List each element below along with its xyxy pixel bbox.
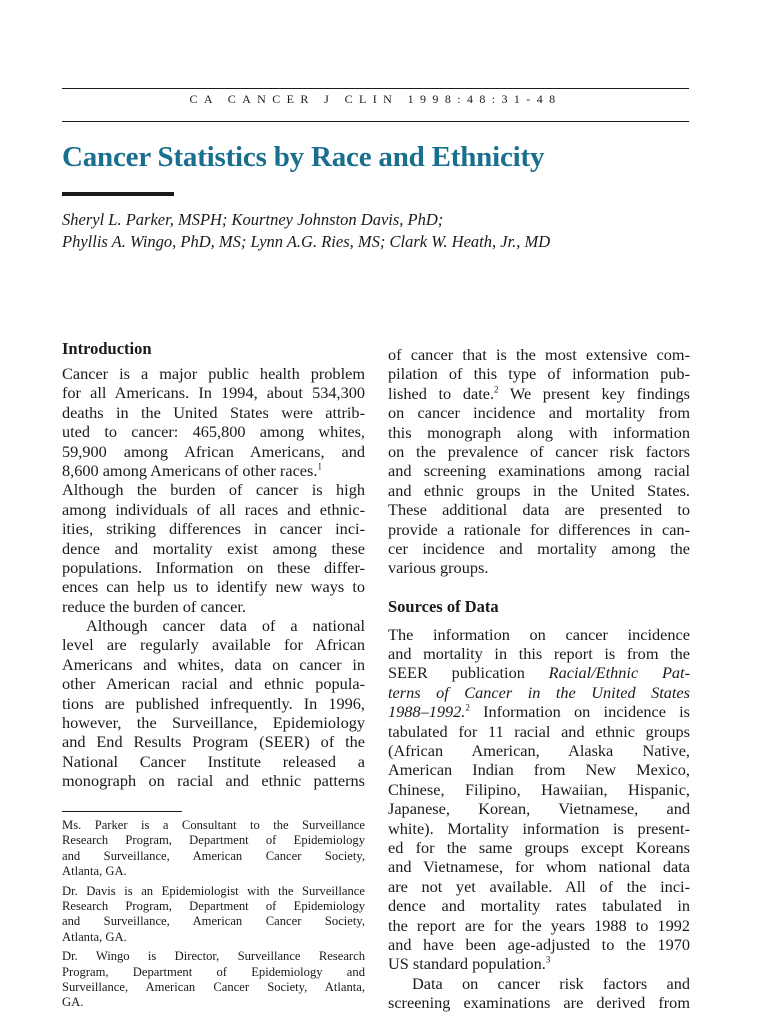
- text-line: and have been age-adjusted to the 1970: [388, 934, 690, 954]
- footnote-line: Surveillance, American Cancer Society, Atlanta,: [62, 979, 365, 994]
- reference-superscript: 2: [465, 702, 470, 713]
- footnote-rule: [62, 811, 182, 812]
- text-line: cer incidence and mortality among the: [388, 538, 690, 558]
- footnote-line: and Surveillance, American Cancer Society,: [62, 848, 365, 863]
- text-line: reduce the burden of cancer.: [62, 596, 246, 616]
- footnote: [62, 884, 365, 946]
- reference-superscript: 2: [494, 384, 499, 395]
- text-line: National Cancer Institute released a: [62, 751, 365, 771]
- author-list: [62, 209, 550, 253]
- text-fragment: lished to date.: [388, 383, 495, 403]
- text-line: however, the Surveillance, Epidemiology: [62, 713, 365, 733]
- text-line: Although the burden of cancer is high: [62, 480, 365, 500]
- reference-superscript: 1: [317, 461, 322, 472]
- text-line: [388, 663, 690, 682]
- text-line: this monograph along with information: [388, 422, 690, 442]
- header-rule-bottom: [62, 121, 689, 122]
- text-line: provide a rationale for differences in can-: [388, 519, 690, 539]
- text-line: and Vietnamese, for whom national data: [388, 857, 690, 877]
- text-line: populations. Information on these differ-: [62, 557, 365, 577]
- text-line: The information on cancer incidence: [388, 624, 690, 644]
- footnote-line: Research Program, Department of Epidemiology: [62, 898, 365, 913]
- text-line: deaths in the United States were attrib-: [62, 402, 365, 422]
- title-underline-bar: [62, 192, 174, 196]
- text-line: among individuals of all races and ethnic-: [62, 499, 365, 519]
- author-line: Sheryl L. Parker, MSPH; Kourtney Johnston Davis, PhD;: [62, 210, 444, 229]
- text-line: are not yet available. All of the inci-: [388, 876, 690, 896]
- footnote-line: Research Program, Department of Epidemiology: [62, 833, 365, 848]
- text-fragment: We present key findings: [498, 383, 690, 403]
- text-fragment: US standard population.: [388, 954, 546, 974]
- text-line: white). Mortality information is present-: [388, 818, 690, 838]
- text-line: various groups.: [388, 558, 489, 578]
- paragraph: [62, 616, 365, 791]
- text-line: monograph on racial and ethnic patterns: [62, 771, 365, 791]
- text-line: other American racial and ethnic popula-: [62, 674, 365, 694]
- text-line: for all Americans. In 1994, about 534,300: [62, 383, 365, 403]
- text-line: dence and mortality exist among these: [62, 538, 365, 558]
- paragraph: [62, 364, 365, 616]
- text-line: Americans and whites, data on cancer in: [62, 654, 365, 674]
- text-fragment: SEER publication: [388, 663, 549, 683]
- text-line: ed for the same groups except Koreans: [388, 837, 690, 857]
- author-line: Phyllis A. Wingo, PhD, MS; Lynn A.G. Ries, MS; Clark W. Heath, Jr., MD: [62, 232, 551, 251]
- text-line: level are regularly available for African: [62, 635, 365, 655]
- footnote-line: Ms. Parker is a Consultant to the Surveillance: [62, 818, 365, 832]
- footnote: [62, 818, 365, 880]
- text-line: Chinese, Filipino, Hawaiian, Hispanic,: [388, 779, 690, 799]
- article-title: Cancer Statistics by Race and Ethnicity: [62, 141, 545, 173]
- text-line: on cancer incidence and mortality from: [388, 403, 690, 423]
- right-column: [388, 345, 690, 1013]
- footnote-line: Atlanta, GA.: [62, 864, 127, 879]
- text-line: [388, 384, 690, 403]
- text-line: [62, 461, 365, 480]
- text-line: (African American, Alaska Native,: [388, 741, 690, 761]
- author-affiliations: [62, 818, 365, 1015]
- text-line: dence and mortality rates tabulated in: [388, 896, 690, 916]
- footnote-line: and Surveillance, American Cancer Society,: [62, 914, 365, 929]
- section-heading-introduction: Introduction: [62, 339, 152, 358]
- text-line: ences can help us to identify new ways to: [62, 577, 365, 597]
- text-line: of cancer that is the most extensive com-: [388, 345, 690, 364]
- footnote-line: GA.: [62, 995, 84, 1010]
- text-fragment: Information on incidence is: [469, 702, 690, 722]
- text-line: Cancer is a major public health problem: [62, 364, 365, 383]
- text-fragment: 8,600 among Americans of other races.: [62, 460, 318, 480]
- text-line: 59,900 among African Americans, and: [62, 441, 365, 461]
- footnote-line: Atlanta, GA.: [62, 929, 127, 944]
- footnote-line: Program, Department of Epidemiology and: [62, 964, 365, 979]
- text-line: tabulated for 11 racial and ethnic groups: [388, 721, 690, 741]
- publication-title: 1988–1992.: [388, 702, 466, 722]
- section-heading-sources-of-data: Sources of Data: [388, 596, 499, 616]
- paragraph: [388, 345, 690, 578]
- text-line: pilation of this type of information pub-: [388, 364, 690, 384]
- text-line: Japanese, Korean, Vietnamese, and: [388, 799, 690, 819]
- footnote-line: Dr. Davis is an Epidemiologist with the Surveillance: [62, 883, 365, 898]
- text-line: and mortality in this report is from the: [388, 644, 690, 664]
- text-line: on the prevalence of cancer risk factors: [388, 441, 690, 461]
- footnote: [62, 949, 365, 1011]
- header-rule-top: [62, 88, 689, 89]
- text-line: tions are published infrequently. In 1996,: [62, 693, 365, 713]
- text-line: and screening examinations among racial: [388, 461, 690, 481]
- text-line: ities, striking differences in cancer inci-: [62, 519, 365, 539]
- text-line: These additional data are presented to: [388, 500, 690, 520]
- left-column: [62, 339, 365, 791]
- text-line: the report are for the years 1988 to 1992: [388, 915, 690, 935]
- text-line: American Indian from New Mexico,: [388, 760, 690, 780]
- publication-title-line: terns of Cancer in the United States: [388, 682, 690, 702]
- paragraph: [388, 974, 690, 1013]
- text-line: [388, 702, 690, 721]
- paragraph: [388, 625, 690, 974]
- footnote-line: Dr. Wingo is Director, Surveillance Research: [62, 949, 365, 964]
- text-line: and End Results Program (SEER) of the: [62, 732, 365, 752]
- text-line: screening examinations are derived from: [388, 993, 690, 1013]
- text-line: uted to cancer: 465,800 among whites,: [62, 422, 365, 442]
- journal-reference: CA CANCER J CLIN 1998:48:31-48: [189, 92, 562, 106]
- reference-superscript: 3: [545, 954, 551, 965]
- text-line: and ethnic groups in the United States.: [388, 480, 690, 500]
- text-line: Although cancer data of a national: [86, 616, 365, 636]
- text-line: [388, 954, 690, 973]
- publication-title: Racial/Ethnic Pat-: [548, 663, 691, 683]
- text-line: Data on cancer risk factors and: [412, 973, 690, 993]
